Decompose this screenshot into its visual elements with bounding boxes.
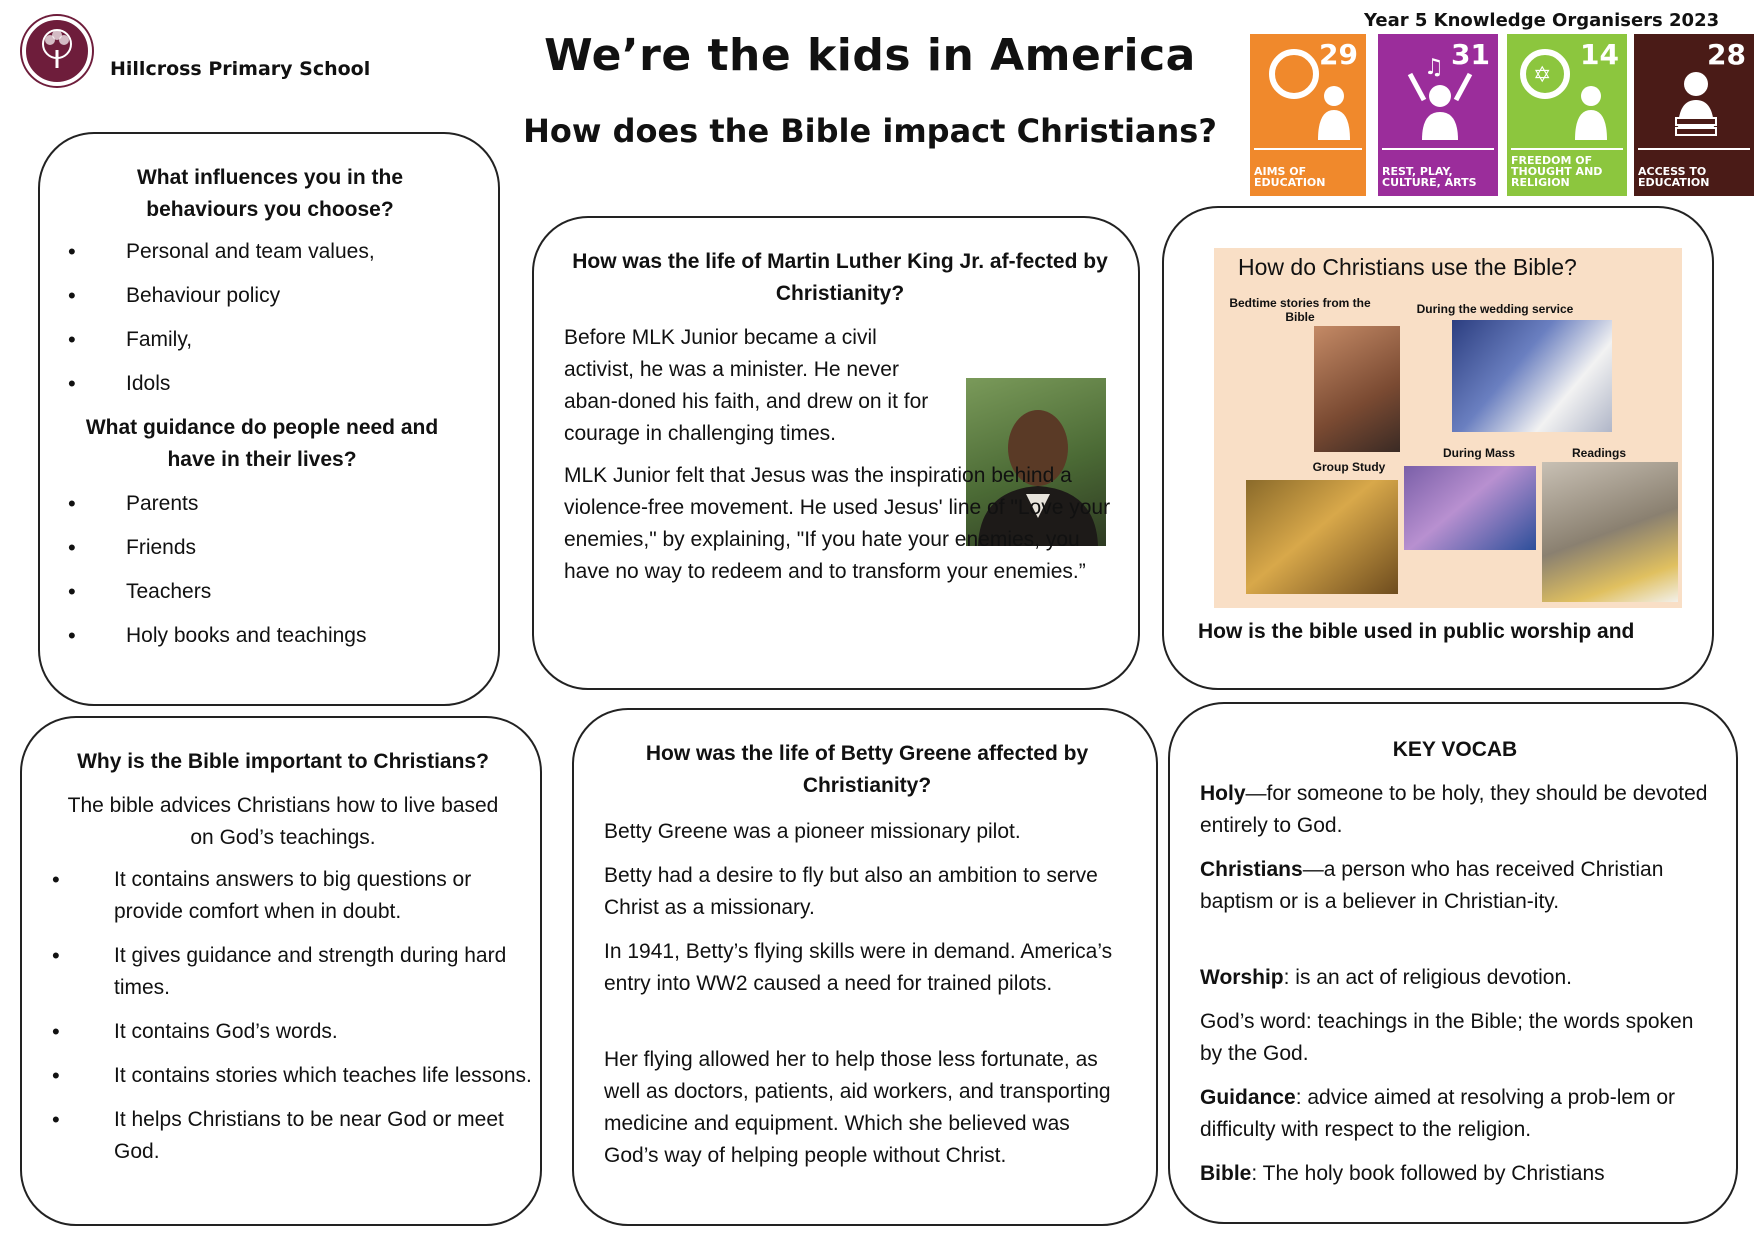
school-name: Hillcross Primary School xyxy=(110,58,371,80)
photo-group-study xyxy=(1246,480,1398,594)
school-logo xyxy=(22,16,92,86)
influences-list xyxy=(68,236,488,400)
importance-intro: The bible advices Christians how to live based on God’s teachings. xyxy=(67,794,499,849)
mlk-heading: How was the life of Martin Luther King Jr. af-fected by Christianity? xyxy=(572,250,1108,305)
svg-text:✡: ✡ xyxy=(1533,63,1552,88)
betty-heading: How was the life of Betty Greene affected by Christianity? xyxy=(645,742,1089,797)
caption-mass: During Mass xyxy=(1442,446,1515,460)
list-item: • It contains God’s words. xyxy=(52,1016,542,1048)
sdg-label: FREEDOM OF THOUGHT AND RELIGION xyxy=(1511,154,1603,189)
vocab-entry-holy: Holy—for someone to be holy, they should be devoted entirely to God. xyxy=(1200,782,1708,837)
betty-para-1: Betty Greene was a pioneer missionary pilot. xyxy=(604,820,1021,843)
bible-use-question: How is the bible used in public worship and xyxy=(1198,620,1635,643)
list-item: • Personal and team values, xyxy=(68,236,488,268)
year-label: Year 5 Knowledge Organisers 2023 xyxy=(1364,10,1720,31)
list-item: • Friends xyxy=(68,532,488,564)
bible-use-panel xyxy=(1162,206,1714,690)
vocab-entry-bible: Bible: The holy book followed by Christians xyxy=(1200,1162,1605,1185)
photo-bedtime xyxy=(1314,326,1400,452)
vocab-panel xyxy=(1168,702,1738,1224)
collage-title: How do Christians use the Bible? xyxy=(1238,254,1577,280)
sdg-label: AIMS OF EDUCATION xyxy=(1254,165,1326,189)
sdg-number: 29 xyxy=(1319,38,1358,71)
sdg-divider xyxy=(1511,148,1623,150)
influences-heading: What influences you in the behaviours you choose? xyxy=(136,166,404,221)
caption-wedding: During the wedding service xyxy=(1416,302,1574,316)
caption-bedtime: Bedtime stories from the Bible xyxy=(1229,296,1371,324)
list-item: • Parents xyxy=(68,488,488,520)
sdg-badge-14 xyxy=(1507,34,1627,196)
list-item: • Teachers xyxy=(68,576,488,608)
sdg-label: ACCESS TO EDUCATION xyxy=(1638,165,1710,189)
influences-panel xyxy=(38,132,500,706)
sdg-badge-31 xyxy=(1378,34,1498,196)
sdg-number: 14 xyxy=(1580,38,1619,71)
list-item: • Idols xyxy=(68,368,488,400)
sdg-divider xyxy=(1638,148,1750,150)
betty-panel xyxy=(572,708,1158,1226)
betty-para-3: In 1941, Betty’s flying skills were in demand. America’s entry into WW2 caused a need for trained pilots. xyxy=(604,940,1113,995)
sdg-divider xyxy=(1254,148,1362,150)
list-item: • It helps Christians to be near God or meet God. xyxy=(52,1104,542,1168)
guidance-list xyxy=(68,488,488,652)
importance-panel xyxy=(20,716,542,1226)
tree-icon xyxy=(26,20,88,82)
vocab-entry-gods-word: God’s word: teachings in the Bible; the words spoken by the God. xyxy=(1200,1010,1694,1065)
sdg-badge-28 xyxy=(1634,34,1754,196)
importance-heading: Why is the Bible important to Christians? xyxy=(77,750,489,773)
list-item: • Family, xyxy=(68,324,488,356)
vocab-entry-guidance: Guidance: advice aimed at resolving a prob-lem or difficulty with respect to the religion. xyxy=(1200,1086,1676,1141)
guidance-heading: What guidance do people need and have in their lives? xyxy=(85,416,439,471)
importance-list xyxy=(52,864,542,1168)
sdg-number: 31 xyxy=(1451,38,1490,71)
caption-readings: Readings xyxy=(1571,446,1626,460)
sdg-divider xyxy=(1382,148,1494,150)
caption-group-study: Group Study xyxy=(1312,460,1386,474)
photo-readings xyxy=(1542,462,1678,602)
betty-para-4: Her flying allowed her to help those less fortunate, as well as doctors, patients, aid workers, and transporting medicine and equipment. Which she believed was God’s way of helping people without Christ. xyxy=(604,1048,1111,1167)
list-item: • It contains answers to big questions or provide comfort when in doubt. xyxy=(52,864,542,928)
list-item: • Holy books and teachings xyxy=(68,620,488,652)
sdg-badge-29 xyxy=(1250,34,1366,196)
photo-wedding xyxy=(1452,320,1612,432)
bible-use-collage xyxy=(1214,248,1682,608)
photo-mass xyxy=(1404,466,1536,550)
sdg-label: REST, PLAY, CULTURE, ARTS xyxy=(1382,165,1477,189)
sdg-number: 28 xyxy=(1707,38,1746,71)
list-item: • Behaviour policy xyxy=(68,280,488,312)
svg-text:♫: ♫ xyxy=(1424,55,1444,80)
vocab-entry-worship: Worship: is an act of religious devotion. xyxy=(1200,966,1572,989)
page-title: We’re the kids in America xyxy=(544,30,1196,81)
mlk-panel xyxy=(532,216,1140,690)
list-item: • It gives guidance and strength during hard times. xyxy=(52,940,542,1004)
list-item: • It contains stories which teaches life lessons. xyxy=(52,1060,542,1092)
mlk-para-2: MLK Junior felt that Jesus was the inspiration behind a violence-free movement. He used Jesus' line of "Love your enemies," by explaining, "If you hate your enemies, you have no way to redeem and to transform your enemies.” xyxy=(564,464,1111,583)
vocab-entry-christians: Christians—a person who has received Christian baptism or is a believer in Christian-ity. xyxy=(1200,858,1664,913)
vocab-heading: KEY VOCAB xyxy=(1392,738,1518,761)
mlk-para-1: Before MLK Junior became a civil activist, he was a minister. He never aban-doned his faith, and drew on it for courage in challenging times. xyxy=(564,326,929,445)
page-subtitle: How does the Bible impact Christians? xyxy=(523,112,1217,150)
betty-para-2: Betty had a desire to fly but also an ambition to serve Christ as a missionary. xyxy=(604,864,1098,919)
